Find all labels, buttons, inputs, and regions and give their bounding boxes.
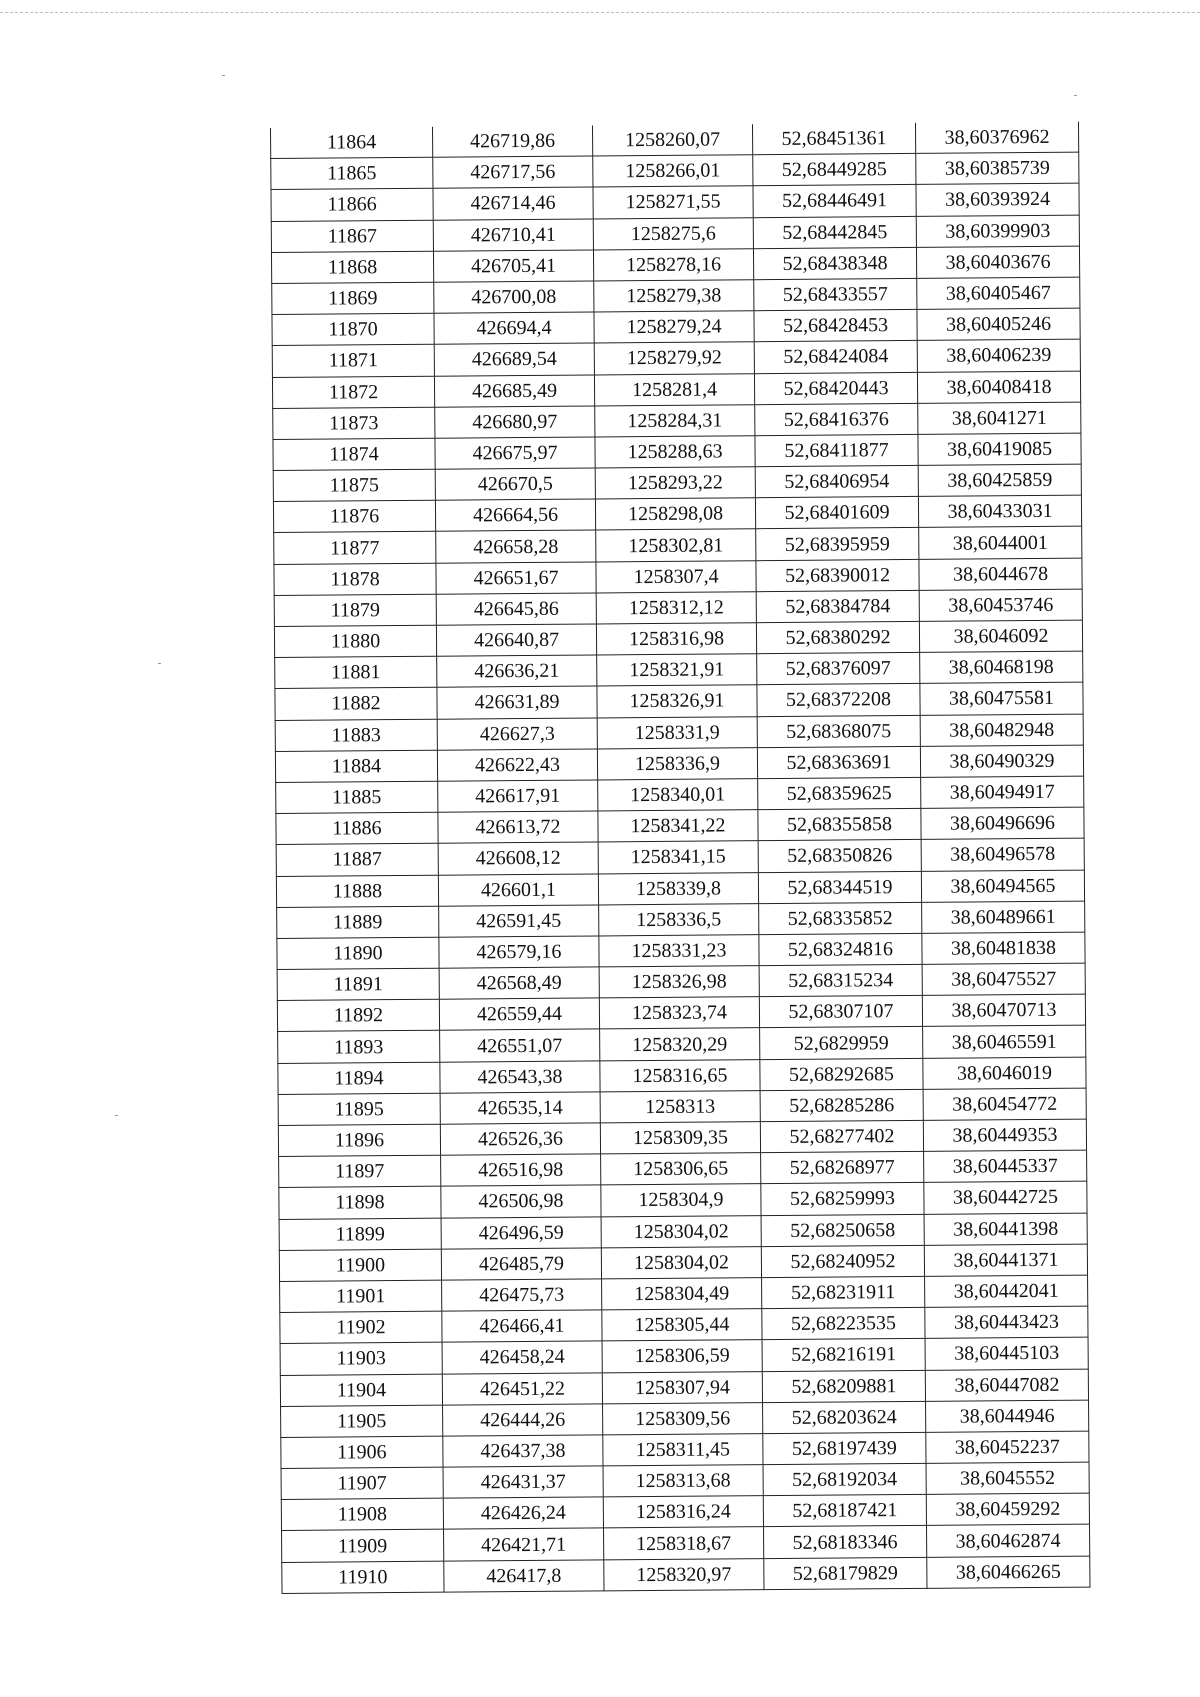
longitude-cell: 38,60405246 (917, 308, 1080, 340)
point-number-cell: 11906 (281, 1436, 443, 1468)
x-coordinate-cell: 426694,4 (434, 312, 594, 344)
latitude-cell: 52,68231911 (762, 1276, 925, 1308)
longitude-cell: 38,60443423 (925, 1306, 1088, 1338)
x-coordinate-cell: 426651,67 (436, 562, 596, 594)
point-number-cell: 11892 (277, 999, 439, 1031)
x-coordinate-cell: 426551,07 (440, 1029, 600, 1061)
x-coordinate-cell: 426475,73 (442, 1279, 602, 1311)
point-number-cell: 11882 (275, 688, 437, 720)
latitude-cell: 52,68179829 (764, 1557, 927, 1589)
y-coordinate-cell: 1258316,98 (596, 623, 756, 655)
x-coordinate-cell: 426608,12 (438, 842, 598, 874)
longitude-cell: 38,60459292 (926, 1493, 1089, 1525)
x-coordinate-cell: 426680,97 (435, 406, 595, 438)
point-number-cell: 11875 (273, 469, 435, 501)
latitude-cell: 52,68203624 (763, 1401, 926, 1433)
x-coordinate-cell: 426645,86 (436, 593, 596, 625)
scan-speck (158, 663, 161, 664)
latitude-cell: 52,68384784 (756, 590, 919, 622)
x-coordinate-cell: 426485,79 (441, 1248, 601, 1280)
y-coordinate-cell: 1258298,08 (595, 498, 755, 530)
latitude-cell: 52,68277402 (760, 1120, 923, 1152)
scan-speck (115, 1115, 118, 1116)
y-coordinate-cell: 1258275,6 (593, 217, 753, 249)
point-number-cell: 11902 (280, 1311, 442, 1343)
longitude-cell: 38,60442041 (925, 1275, 1088, 1307)
x-coordinate-cell: 426426,24 (443, 1497, 603, 1529)
x-coordinate-cell: 426670,5 (435, 468, 595, 500)
point-number-cell: 11898 (279, 1187, 441, 1219)
point-number-cell: 11877 (274, 532, 436, 564)
latitude-cell: 52,68424084 (754, 341, 917, 373)
latitude-cell: 52,68223535 (762, 1308, 925, 1340)
latitude-cell: 52,68420443 (754, 372, 917, 404)
longitude-cell: 38,60494565 (921, 870, 1084, 902)
longitude-cell: 38,60462874 (926, 1525, 1089, 1557)
latitude-cell: 52,68368075 (757, 715, 920, 747)
longitude-cell: 38,60449353 (923, 1119, 1086, 1151)
longitude-cell: 38,60496696 (921, 807, 1084, 839)
longitude-cell: 38,6046092 (919, 620, 1082, 652)
y-coordinate-cell: 1258278,16 (593, 248, 753, 280)
point-number-cell: 11885 (276, 781, 438, 813)
latitude-cell: 52,68401609 (755, 497, 918, 529)
point-number-cell: 11893 (278, 1031, 440, 1063)
y-coordinate-cell: 1258339,8 (598, 872, 758, 904)
point-number-cell: 11878 (274, 563, 436, 595)
point-number-cell: 11880 (274, 625, 436, 657)
point-number-cell: 11864 (270, 127, 432, 159)
x-coordinate-cell: 426714,46 (433, 187, 593, 219)
point-number-cell: 11909 (282, 1530, 444, 1562)
longitude-cell: 38,60385739 (916, 152, 1079, 184)
point-number-cell: 11895 (278, 1093, 440, 1125)
x-coordinate-cell: 426710,41 (433, 219, 593, 251)
point-number-cell: 11876 (273, 500, 435, 532)
x-coordinate-cell: 426568,49 (439, 967, 599, 999)
longitude-cell: 38,60403676 (916, 246, 1079, 278)
x-coordinate-cell: 426627,3 (437, 718, 597, 750)
y-coordinate-cell: 1258279,92 (594, 342, 754, 374)
latitude-cell: 52,68250658 (761, 1214, 924, 1246)
y-coordinate-cell: 1258293,22 (595, 467, 755, 499)
x-coordinate-cell: 426535,14 (440, 1092, 600, 1124)
y-coordinate-cell: 1258260,07 (592, 124, 752, 156)
point-number-cell: 11883 (275, 719, 437, 751)
point-number-cell: 11866 (271, 189, 433, 221)
x-coordinate-cell: 426496,59 (441, 1216, 601, 1248)
longitude-cell: 38,60447082 (925, 1369, 1088, 1401)
latitude-cell: 52,68355858 (758, 809, 921, 841)
x-coordinate-cell: 426658,28 (436, 530, 596, 562)
longitude-cell: 38,60376962 (915, 122, 1078, 154)
longitude-cell: 38,60475581 (920, 683, 1083, 715)
y-coordinate-cell: 1258312,12 (596, 592, 756, 624)
x-coordinate-cell: 426516,98 (441, 1154, 601, 1186)
longitude-cell: 38,60494917 (921, 776, 1084, 808)
longitude-cell: 38,60425859 (918, 464, 1081, 496)
y-coordinate-cell: 1258309,56 (603, 1402, 763, 1434)
x-coordinate-cell: 426617,91 (438, 780, 598, 812)
point-number-cell: 11904 (280, 1374, 442, 1406)
y-coordinate-cell: 1258307,4 (596, 560, 756, 592)
x-coordinate-cell: 426444,26 (443, 1404, 603, 1436)
latitude-cell: 52,68390012 (756, 559, 919, 591)
longitude-cell: 38,60452237 (926, 1431, 1089, 1463)
latitude-cell: 52,68438348 (753, 247, 916, 279)
point-number-cell: 11894 (278, 1062, 440, 1094)
longitude-cell: 38,60445103 (925, 1337, 1088, 1369)
y-coordinate-cell: 1258341,15 (598, 841, 758, 873)
longitude-cell: 38,6045552 (926, 1462, 1089, 1494)
x-coordinate-cell: 426640,87 (436, 624, 596, 656)
x-coordinate-cell: 426458,24 (442, 1341, 602, 1373)
latitude-cell: 52,68446491 (753, 185, 916, 217)
x-coordinate-cell: 426631,89 (437, 686, 597, 718)
point-number-cell: 11870 (272, 313, 434, 345)
point-number-cell: 11867 (271, 220, 433, 252)
longitude-cell: 38,6044946 (926, 1400, 1089, 1432)
point-number-cell: 11872 (272, 376, 434, 408)
latitude-cell: 52,68259993 (761, 1183, 924, 1215)
scan-speck (222, 75, 225, 76)
latitude-cell: 52,68359625 (758, 777, 921, 809)
point-number-cell: 11890 (277, 937, 439, 969)
y-coordinate-cell: 1258281,4 (594, 373, 754, 405)
latitude-cell: 52,68240952 (761, 1245, 924, 1277)
x-coordinate-cell: 426559,44 (439, 998, 599, 1030)
x-coordinate-cell: 426543,38 (440, 1061, 600, 1093)
x-coordinate-cell: 426705,41 (433, 250, 593, 282)
y-coordinate-cell: 1258304,02 (601, 1215, 761, 1247)
scan-speck (1074, 95, 1077, 96)
latitude-cell: 52,68428453 (754, 310, 917, 342)
latitude-cell: 52,68406954 (755, 465, 918, 497)
y-coordinate-cell: 1258340,01 (598, 779, 758, 811)
point-number-cell: 11873 (273, 407, 435, 439)
point-number-cell: 11869 (272, 282, 434, 314)
longitude-cell: 38,60405467 (917, 277, 1080, 309)
y-coordinate-cell: 1258309,35 (600, 1122, 760, 1154)
x-coordinate-cell: 426579,16 (439, 936, 599, 968)
latitude-cell: 52,68292685 (760, 1058, 923, 1090)
longitude-cell: 38,60408418 (917, 371, 1080, 403)
point-number-cell: 11905 (281, 1405, 443, 1437)
latitude-cell: 52,68449285 (753, 154, 916, 186)
y-coordinate-cell: 1258313 (600, 1090, 760, 1122)
y-coordinate-cell: 1258326,91 (597, 685, 757, 717)
y-coordinate-cell: 1258304,49 (602, 1278, 762, 1310)
document-page (270, 125, 1078, 1594)
y-coordinate-cell: 1258321,91 (597, 654, 757, 686)
point-number-cell: 11884 (275, 750, 437, 782)
longitude-cell: 38,60433031 (918, 495, 1081, 527)
latitude-cell: 52,68451361 (752, 123, 915, 155)
y-coordinate-cell: 1258271,55 (593, 186, 753, 218)
longitude-cell: 38,6044001 (919, 527, 1082, 559)
y-coordinate-cell: 1258313,68 (603, 1465, 763, 1497)
point-number-cell: 11910 (282, 1561, 444, 1593)
table-row (282, 1556, 1090, 1594)
longitude-cell: 38,60470713 (922, 994, 1085, 1026)
point-number-cell: 11886 (276, 812, 438, 844)
latitude-cell: 52,68187421 (763, 1495, 926, 1527)
y-coordinate-cell: 1258304,02 (601, 1246, 761, 1278)
longitude-cell: 38,60481838 (922, 932, 1085, 964)
x-coordinate-cell: 426601,1 (438, 873, 598, 905)
longitude-cell: 38,60393924 (916, 184, 1079, 216)
latitude-cell: 52,68209881 (762, 1370, 925, 1402)
latitude-cell: 52,68216191 (762, 1339, 925, 1371)
point-number-cell: 11903 (280, 1342, 442, 1374)
x-coordinate-cell: 426613,72 (438, 811, 598, 843)
longitude-cell: 38,60468198 (920, 651, 1083, 683)
latitude-cell: 52,68335852 (759, 902, 922, 934)
x-coordinate-cell: 426719,86 (432, 125, 592, 157)
longitude-cell: 38,60466265 (927, 1556, 1090, 1588)
y-coordinate-cell: 1258266,01 (593, 155, 753, 187)
longitude-cell: 38,60442725 (924, 1181, 1087, 1213)
latitude-cell: 52,68268977 (761, 1152, 924, 1184)
x-coordinate-cell: 426685,49 (434, 374, 594, 406)
point-number-cell: 11897 (279, 1155, 441, 1187)
y-coordinate-cell: 1258320,97 (604, 1558, 764, 1590)
point-number-cell: 11868 (271, 251, 433, 283)
y-coordinate-cell: 1258306,65 (601, 1153, 761, 1185)
x-coordinate-cell: 426675,97 (435, 437, 595, 469)
latitude-cell: 52,68197439 (763, 1432, 926, 1464)
y-coordinate-cell: 1258331,9 (597, 716, 757, 748)
longitude-cell: 38,60399903 (916, 215, 1079, 247)
point-number-cell: 11896 (278, 1124, 440, 1156)
x-coordinate-cell: 426417,8 (444, 1560, 604, 1592)
scan-edge-line (0, 12, 1200, 13)
y-coordinate-cell: 1258304,9 (601, 1184, 761, 1216)
x-coordinate-cell: 426622,43 (437, 749, 597, 781)
y-coordinate-cell: 1258284,31 (595, 404, 755, 436)
point-number-cell: 11889 (277, 906, 439, 938)
point-number-cell: 11891 (277, 968, 439, 1000)
y-coordinate-cell: 1258336,9 (597, 747, 757, 779)
x-coordinate-cell: 426591,45 (439, 905, 599, 937)
longitude-cell: 38,6044678 (919, 558, 1082, 590)
x-coordinate-cell: 426700,08 (434, 281, 594, 313)
longitude-cell: 38,60465591 (923, 1026, 1086, 1058)
y-coordinate-cell: 1258323,74 (599, 997, 759, 1029)
point-number-cell: 11908 (281, 1498, 443, 1530)
y-coordinate-cell: 1258336,5 (599, 903, 759, 935)
point-number-cell: 11907 (281, 1467, 443, 1499)
y-coordinate-cell: 1258326,98 (599, 966, 759, 998)
latitude-cell: 52,68315234 (759, 964, 922, 996)
latitude-cell: 52,68376097 (757, 653, 920, 685)
y-coordinate-cell: 1258306,59 (602, 1340, 762, 1372)
latitude-cell: 52,68411877 (755, 434, 918, 466)
longitude-cell: 38,60406239 (917, 339, 1080, 371)
longitude-cell: 38,60482948 (920, 714, 1083, 746)
point-number-cell: 11899 (279, 1218, 441, 1250)
y-coordinate-cell: 1258279,24 (594, 311, 754, 343)
point-number-cell: 11865 (271, 157, 433, 189)
y-coordinate-cell: 1258320,29 (600, 1028, 760, 1060)
longitude-cell: 38,60489661 (922, 901, 1085, 933)
longitude-cell: 38,6046019 (923, 1057, 1086, 1089)
latitude-cell: 52,68324816 (759, 933, 922, 965)
latitude-cell: 52,68372208 (757, 684, 920, 716)
point-number-cell: 11900 (279, 1249, 441, 1281)
point-number-cell: 11879 (274, 594, 436, 626)
latitude-cell: 52,68433557 (754, 278, 917, 310)
y-coordinate-cell: 1258305,44 (602, 1309, 762, 1341)
x-coordinate-cell: 426466,41 (442, 1310, 602, 1342)
latitude-cell: 52,68442845 (753, 216, 916, 248)
longitude-cell: 38,60453746 (919, 589, 1082, 621)
point-number-cell: 11871 (272, 345, 434, 377)
latitude-cell: 52,68192034 (763, 1463, 926, 1495)
y-coordinate-cell: 1258331,23 (599, 935, 759, 967)
y-coordinate-cell: 1258311,45 (603, 1434, 763, 1466)
longitude-cell: 38,6041271 (918, 402, 1081, 434)
latitude-cell: 52,68380292 (756, 621, 919, 653)
x-coordinate-cell: 426636,21 (437, 655, 597, 687)
latitude-cell: 52,68350826 (758, 840, 921, 872)
y-coordinate-cell: 1258316,24 (603, 1496, 763, 1528)
y-coordinate-cell: 1258318,67 (604, 1527, 764, 1559)
longitude-cell: 38,60475527 (922, 963, 1085, 995)
x-coordinate-cell: 426431,37 (443, 1466, 603, 1498)
y-coordinate-cell: 1258302,81 (596, 529, 756, 561)
latitude-cell: 52,68344519 (758, 871, 921, 903)
y-coordinate-cell: 1258316,65 (600, 1059, 760, 1091)
y-coordinate-cell: 1258279,38 (594, 280, 754, 312)
longitude-cell: 38,60490329 (920, 745, 1083, 777)
latitude-cell: 52,68395959 (756, 528, 919, 560)
point-number-cell: 11881 (275, 656, 437, 688)
x-coordinate-cell: 426506,98 (441, 1185, 601, 1217)
point-number-cell: 11901 (280, 1280, 442, 1312)
latitude-cell: 52,68363691 (757, 746, 920, 778)
coordinates-table-body (270, 122, 1089, 1594)
longitude-cell: 38,60454772 (923, 1088, 1086, 1120)
latitude-cell: 52,6829959 (760, 1027, 923, 1059)
x-coordinate-cell: 426437,38 (443, 1435, 603, 1467)
x-coordinate-cell: 426689,54 (434, 343, 594, 375)
x-coordinate-cell: 426421,71 (444, 1528, 604, 1560)
y-coordinate-cell: 1258341,22 (598, 810, 758, 842)
x-coordinate-cell: 426451,22 (442, 1372, 602, 1404)
x-coordinate-cell: 426526,36 (440, 1123, 600, 1155)
longitude-cell: 38,60496578 (921, 838, 1084, 870)
y-coordinate-cell: 1258307,94 (602, 1371, 762, 1403)
y-coordinate-cell: 1258288,63 (595, 436, 755, 468)
point-number-cell: 11888 (276, 875, 438, 907)
latitude-cell: 52,68183346 (764, 1526, 927, 1558)
point-number-cell: 11874 (273, 438, 435, 470)
longitude-cell: 38,60441371 (924, 1244, 1087, 1276)
latitude-cell: 52,68307107 (759, 996, 922, 1028)
longitude-cell: 38,60419085 (918, 433, 1081, 465)
latitude-cell: 52,68285286 (760, 1089, 923, 1121)
x-coordinate-cell: 426717,56 (433, 156, 593, 188)
longitude-cell: 38,60445337 (924, 1150, 1087, 1182)
point-number-cell: 11887 (276, 844, 438, 876)
coordinates-table (270, 122, 1090, 1594)
longitude-cell: 38,60441398 (924, 1213, 1087, 1245)
latitude-cell: 52,68416376 (755, 403, 918, 435)
x-coordinate-cell: 426664,56 (435, 499, 595, 531)
